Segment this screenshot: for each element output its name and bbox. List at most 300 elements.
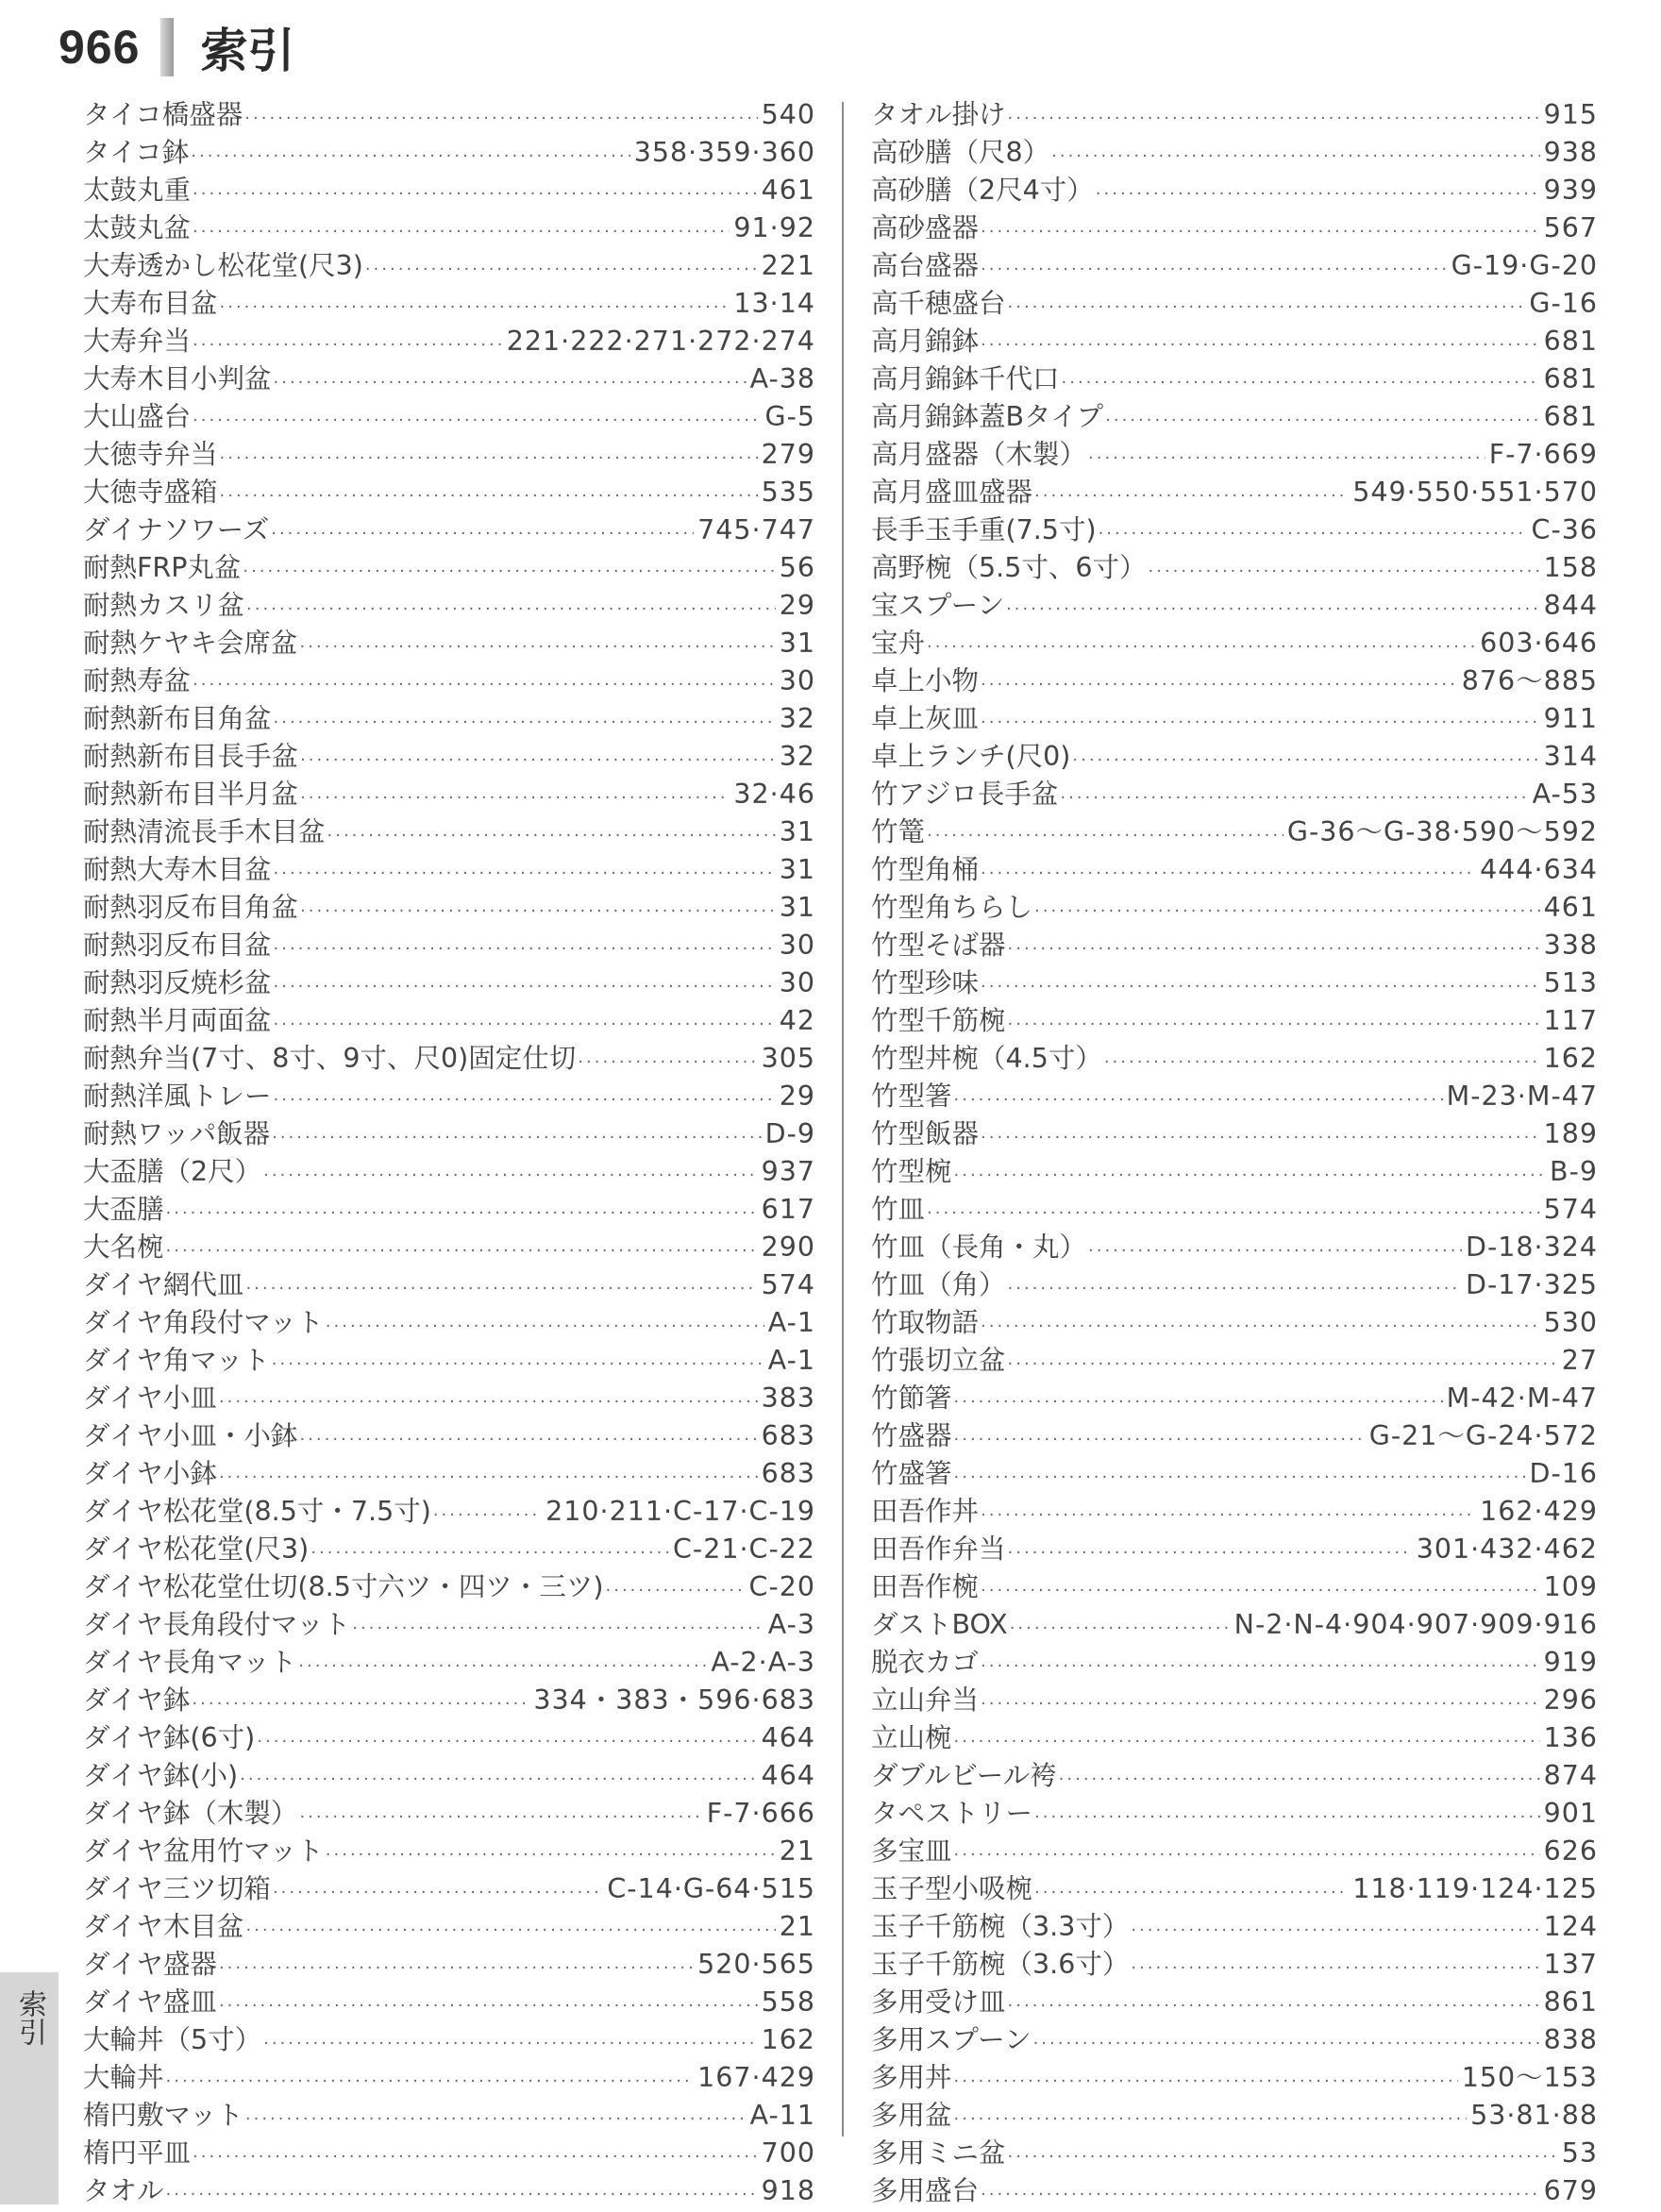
index-entry-pages: G-19·G-20 [1451, 250, 1598, 281]
dot-leader [219, 1385, 758, 1419]
index-entry-name: 竹型椀 [871, 1156, 952, 1187]
dot-leader [193, 404, 761, 438]
index-entry-name: ダイヤ松花堂(尺3) [83, 1533, 310, 1565]
index-entry [871, 1042, 1598, 1080]
index-entry [871, 2137, 1598, 2174]
index-entry-pages: 56 [779, 552, 815, 583]
index-entry-name: 玉子型小吸椀 [871, 1873, 1033, 1904]
index-entry-pages: 91·92 [733, 212, 815, 243]
index-entry [871, 325, 1598, 362]
index-entry-pages: 221 [761, 250, 815, 281]
index-entry-name: 耐熱新布目半月盆 [83, 779, 299, 810]
index-entry [83, 438, 815, 476]
dot-leader [1006, 593, 1540, 627]
index-entry-pages: A-38 [749, 363, 815, 394]
index-entry-name: 大寿木目小判盆 [83, 363, 272, 394]
dot-leader [193, 2140, 758, 2174]
index-entry [83, 1306, 815, 1344]
index-entry [83, 966, 815, 1004]
index-entry-pages: C-14·G-64·515 [607, 1873, 815, 1904]
index-entry-pages: 861 [1543, 1986, 1598, 2018]
index-entry [83, 1570, 815, 1608]
index-entry-pages: 549·550·551·570 [1352, 477, 1598, 508]
index-entry-name: 竹篭 [871, 816, 926, 847]
index-entry-name: 卓上ランチ(尺0) [871, 741, 1071, 772]
index-entry-pages: 221·222·271·272·274 [506, 326, 815, 357]
dot-leader [1072, 744, 1539, 778]
index-entry [871, 2174, 1598, 2212]
dot-leader [981, 1574, 1540, 1608]
index-entry [83, 589, 815, 627]
index-entry-name: 高野椀（5.5寸、6寸） [871, 552, 1147, 583]
index-entry-name: 大徳寺弁当 [83, 439, 218, 470]
dot-leader [1034, 1876, 1349, 1910]
dot-leader [954, 2103, 1468, 2137]
index-entry-name: 高砂膳（尺8） [871, 137, 1050, 168]
dot-leader [954, 2065, 1458, 2099]
page-header [59, 9, 294, 85]
index-entry-pages: 683 [761, 1420, 815, 1451]
dot-leader [433, 1499, 542, 1533]
index-entry-name: 卓上灰皿 [871, 703, 980, 734]
dot-leader [365, 253, 758, 287]
index-entry [83, 211, 815, 249]
dot-leader [578, 1046, 757, 1080]
index-entry-name: 田吾作弁当 [871, 1533, 1006, 1565]
index-entry-name: 多用ミニ盆 [871, 2137, 1006, 2169]
index-entry-pages: 918 [761, 2175, 815, 2206]
dot-leader [219, 1989, 758, 2023]
index-entry [871, 1797, 1598, 1835]
index-entry [83, 287, 815, 325]
index-entry [83, 2099, 815, 2137]
index-entry-pages: 158 [1543, 552, 1598, 583]
index-entry-name: 多用丼 [871, 2062, 952, 2093]
index-entry [871, 1533, 1598, 1570]
index-entry-name: 耐熱ケヤキ会席盆 [83, 628, 298, 659]
index-entry-name: 大徳寺盛箱 [83, 477, 218, 508]
index-entry-pages: 305 [761, 1043, 815, 1074]
index-entry-pages: 681 [1543, 363, 1598, 394]
index-entry [871, 1570, 1598, 1608]
index-entry-pages: 937 [761, 1156, 815, 1187]
index-entry-pages: A-53 [1532, 779, 1598, 810]
index-entry [871, 1608, 1598, 1646]
dot-leader [1060, 781, 1528, 815]
index-column-left [83, 98, 815, 2206]
index-entry-name: ダイヤ松花堂仕切(8.5寸六ツ・四ツ・三ツ) [83, 1571, 604, 1602]
index-entry [871, 815, 1598, 853]
index-entry-pages: 189 [1543, 1118, 1598, 1149]
index-entry [871, 211, 1598, 249]
dot-leader [219, 1461, 758, 1495]
dot-leader [352, 1612, 763, 1646]
index-entry-pages: A-1 [767, 1345, 815, 1376]
dot-leader [326, 1310, 764, 1344]
index-entry-name: 多宝皿 [871, 1835, 952, 1867]
index-entry-pages: 938 [1543, 137, 1598, 168]
index-entry-name: 竹盛箸 [871, 1458, 952, 1489]
index-entry-pages: 603·646 [1480, 628, 1598, 659]
dot-leader [245, 1272, 757, 1306]
index-entry [871, 1344, 1598, 1382]
index-entry-pages: 314 [1543, 741, 1598, 772]
dot-leader [219, 1952, 694, 1986]
dot-leader [274, 970, 776, 1004]
index-entry-name: 竹型角桶 [871, 854, 980, 885]
index-entry [83, 2174, 815, 2212]
index-entry-pages: 32 [779, 741, 815, 772]
dot-leader [327, 819, 776, 853]
index-entry [83, 1835, 815, 1872]
index-entry-name: タオル掛け [871, 99, 1006, 130]
dot-leader [981, 1687, 1540, 1721]
dot-leader [1059, 1763, 1540, 1797]
index-entry [83, 891, 815, 929]
index-entry [871, 1231, 1598, 1268]
dot-leader [193, 177, 758, 211]
index-entry [871, 1306, 1598, 1344]
index-entry-pages: 461 [1543, 892, 1598, 923]
index-entry [871, 1117, 1598, 1155]
index-entry [871, 664, 1598, 702]
dot-leader [1131, 1914, 1539, 1948]
index-entry-name: 耐熱新布目角盆 [83, 703, 272, 734]
index-entry-pages: 567 [1543, 212, 1598, 243]
index-entry-pages: 32·46 [733, 779, 815, 810]
index-entry-name: 大輪丼 [83, 2062, 164, 2093]
index-entry-name: 楕円敷マット [83, 2100, 243, 2131]
dot-leader [981, 668, 1458, 702]
index-entry-pages: 911 [1543, 703, 1598, 734]
index-entry [83, 1759, 815, 1797]
index-entry-pages: 444·634 [1480, 854, 1598, 885]
index-entry-pages: 626 [1543, 1835, 1598, 1867]
index-entry [871, 136, 1598, 174]
index-entry-name: ダイヤ鉢(小) [83, 1760, 239, 1791]
index-entry-pages: 290 [761, 1232, 815, 1263]
index-entry-name: 太鼓丸盆 [83, 212, 192, 243]
index-entry-pages: 301·432·462 [1416, 1533, 1598, 1565]
dot-leader [981, 1121, 1540, 1155]
index-entry [871, 1948, 1598, 1986]
side-tab-label: 索引 [13, 1989, 46, 2046]
index-entry [83, 1910, 815, 1948]
index-entry-name: 多用受け皿 [871, 1986, 1006, 2018]
index-entry [871, 98, 1598, 136]
index-entry-pages: C-21·C-22 [673, 1533, 815, 1565]
index-entry [871, 438, 1598, 476]
index-entry-name: 耐熱弁当(7寸、8寸、9寸、尺0)固定仕切 [83, 1043, 577, 1074]
dot-leader [954, 1385, 1443, 1419]
dot-leader [954, 1725, 1540, 1759]
index-entry-name: 玉子千筋椀（3.6寸） [871, 1949, 1130, 1980]
header-divider-bar [160, 18, 174, 76]
index-entry-pages: 53 [1561, 2137, 1598, 2169]
dot-leader [274, 857, 776, 891]
index-entry-name: 玉子千筋椀（3.3寸） [871, 1911, 1130, 1942]
index-entry-name: 楕円平皿 [83, 2137, 192, 2169]
index-entry-pages: 124 [1543, 1911, 1598, 1942]
index-entry-name: 高砂膳（2尺4寸） [871, 175, 1094, 206]
index-entry [83, 1533, 815, 1570]
dot-leader [1104, 1046, 1540, 1080]
dot-leader [220, 479, 758, 513]
index-entry [83, 1117, 815, 1155]
dot-leader [1096, 177, 1540, 211]
index-entry-name: ダイヤ鉢 [83, 1684, 191, 1716]
index-entry-pages: 535 [761, 477, 815, 508]
index-entry-pages: M-42·M-47 [1446, 1382, 1598, 1414]
index-entry-name: 卓上小物 [871, 665, 980, 696]
index-entry-name: 高台盛器 [871, 250, 980, 281]
index-entry-pages: M-23·M-47 [1446, 1081, 1598, 1112]
index-entry [871, 2023, 1598, 2061]
dot-leader [263, 2027, 757, 2061]
dot-leader [606, 1574, 746, 1608]
index-entry-name: 高月錦鉢千代口 [871, 363, 1060, 394]
dot-leader [166, 2065, 695, 2099]
dot-leader [300, 781, 730, 815]
index-entry-name: タイコ鉢 [83, 137, 190, 168]
index-entry [871, 1004, 1598, 1042]
dot-leader [1105, 404, 1539, 438]
index-entry [83, 551, 815, 589]
index-entry-name: 耐熱カスリ盆 [83, 590, 245, 621]
index-entry-pages: N-2·N-4·904·907·909·916 [1233, 1609, 1598, 1640]
index-entry-pages: G-36～G-38·590～592 [1286, 816, 1598, 847]
index-entry-name: 大輪丼（5寸） [83, 2024, 262, 2055]
index-entry [83, 778, 815, 815]
dot-leader [245, 2103, 747, 2137]
index-entry-pages: 53·81·88 [1470, 2100, 1598, 2131]
index-entry-name: 大寿弁当 [83, 326, 192, 357]
dot-leader [300, 744, 776, 778]
index-entry [83, 1457, 815, 1495]
dot-leader [1033, 2027, 1540, 2061]
index-entry-pages: 210·211·C-17·C-19 [545, 1496, 815, 1527]
index-entry-name: ダイヤ小皿 [83, 1382, 217, 1414]
index-entry [871, 589, 1598, 627]
index-entry [83, 1608, 815, 1646]
index-entry-name: 多用盛台 [871, 2175, 980, 2206]
index-entry-pages: 874 [1543, 1760, 1598, 1791]
index-entry-name: 竹型箸 [871, 1081, 952, 1112]
index-entry-pages: D-9 [764, 1118, 815, 1149]
index-entry-pages: 513 [1543, 967, 1598, 998]
dot-leader [1131, 1952, 1539, 1986]
dot-leader [257, 1725, 757, 1759]
index-entry-name: 竹張切立盆 [871, 1345, 1006, 1376]
index-entry-name: ダイヤ角マット [83, 1345, 270, 1376]
dot-leader [240, 1763, 757, 1797]
index-entry-name: 脱衣カゴ [871, 1647, 980, 1678]
dot-leader [927, 1197, 1540, 1231]
index-entry-name: 高月錦鉢蓋Bタイプ [871, 401, 1104, 432]
dot-leader [272, 1121, 762, 1155]
dot-leader [220, 442, 758, 476]
index-entry-name: 田吾作椀 [871, 1571, 980, 1602]
index-entry [83, 815, 815, 853]
index-entry-name: 大寿透かし松花堂(尺3) [83, 250, 363, 281]
index-entry-pages: 334・383・596·683 [533, 1684, 815, 1716]
dot-leader [1008, 932, 1540, 966]
index-entry-pages: 358·359·360 [633, 137, 815, 168]
index-entry-pages: 29 [779, 590, 815, 621]
index-entry-name: 耐熱新布目長手盆 [83, 741, 299, 772]
index-entry [871, 2061, 1598, 2099]
index-entry [83, 1419, 815, 1457]
index-entry [871, 702, 1598, 740]
index-entry-name: 竹盛器 [871, 1420, 952, 1451]
index-entry [871, 1495, 1598, 1533]
index-entry-name: 耐熱半月両面盆 [83, 1005, 272, 1036]
index-entry-name: ダイヤ長角マット [83, 1647, 297, 1678]
index-entry-pages: 109 [1543, 1571, 1598, 1602]
index-entry [871, 1382, 1598, 1419]
index-entry-name: 高月盛皿盛器 [871, 477, 1033, 508]
dot-leader [981, 2178, 1540, 2212]
index-entry-name: ダイヤ鉢(6寸) [83, 1722, 256, 1753]
index-entry-pages: 167·429 [697, 2062, 815, 2093]
index-entry-pages: 137 [1543, 1949, 1598, 1980]
index-entry-name: ダイヤ長角段付マット [83, 1609, 351, 1640]
index-entry [871, 1155, 1598, 1193]
index-entry-pages: 540 [761, 99, 815, 130]
index-entry [871, 778, 1598, 815]
index-entry [871, 2099, 1598, 2137]
index-entry-name: 耐熱羽反焼杉盆 [83, 967, 272, 998]
index-entry [83, 740, 815, 778]
dot-leader [1008, 2140, 1558, 2174]
dot-leader [1008, 1008, 1540, 1042]
dot-leader [243, 555, 775, 589]
index-entry [83, 1382, 815, 1419]
index-entry-name: ダストBOX [871, 1609, 1008, 1640]
dot-leader [981, 706, 1540, 740]
index-entry-name: 竹皿（角） [871, 1269, 1006, 1300]
index-entry [83, 362, 815, 400]
dot-leader [981, 253, 1448, 287]
index-entry-pages: 136 [1543, 1722, 1598, 1753]
index-entry [83, 627, 815, 664]
index-entry-name: 立山弁当 [871, 1684, 980, 1716]
index-entry [871, 400, 1598, 438]
index-entry [83, 98, 815, 136]
index-entry-name: 大盃膳 [83, 1194, 164, 1225]
index-entry-name: 竹皿（長角・丸） [871, 1232, 1087, 1263]
page-title: 索引 [200, 24, 295, 78]
index-entry-name: ダイヤ鉢（木製） [83, 1798, 298, 1829]
dot-leader [274, 1008, 776, 1042]
index-entry-pages: 530 [1543, 1307, 1598, 1338]
index-entry [871, 174, 1598, 211]
dot-leader [927, 630, 1476, 664]
index-entry-name: 高砂盛器 [871, 212, 980, 243]
index-entry-pages: C-20 [748, 1571, 815, 1602]
index-entry-name: タオル [83, 2175, 164, 2206]
index-entry [871, 476, 1598, 513]
dot-leader [299, 1423, 757, 1457]
dot-leader [981, 1650, 1540, 1684]
index-entry-pages: 338 [1543, 930, 1598, 961]
dot-leader [274, 932, 776, 966]
index-entry [871, 1721, 1598, 1759]
dot-leader [981, 857, 1476, 891]
index-entry [871, 551, 1598, 589]
dot-leader [274, 1083, 776, 1117]
dot-leader [981, 215, 1540, 249]
dot-leader [1088, 442, 1485, 476]
index-entry-pages: 42 [779, 1005, 815, 1036]
index-entry [83, 929, 815, 966]
index-entry [83, 2137, 815, 2174]
index-entry-name: 竹節箸 [871, 1382, 952, 1414]
index-entry [871, 1684, 1598, 1721]
dot-leader [927, 819, 1284, 853]
index-entry [871, 1457, 1598, 1495]
index-entry [83, 1080, 815, 1117]
dot-leader [220, 291, 730, 325]
dot-leader [1008, 1272, 1463, 1306]
index-entry [83, 1986, 815, 2023]
index-entry [83, 1004, 815, 1042]
dot-leader [274, 366, 747, 400]
index-entry-pages: 150～153 [1461, 2062, 1598, 2093]
index-entry-pages: 464 [761, 1722, 815, 1753]
index-entry-pages: 574 [761, 1269, 815, 1300]
index-entry [871, 853, 1598, 891]
index-entry-name: 大寿布目盆 [83, 288, 218, 319]
index-entry-name: 竹型珍味 [871, 967, 980, 998]
dot-leader [263, 1159, 757, 1193]
index-entry-pages: 31 [779, 854, 815, 885]
index-entry-pages: A-3 [767, 1609, 815, 1640]
dot-leader [1008, 291, 1526, 325]
dot-leader [981, 1310, 1540, 1344]
index-entry-name: ダイヤ網代皿 [83, 1269, 244, 1300]
index-entry [871, 513, 1598, 551]
index-entry-name: 耐熱羽反布目角盆 [83, 892, 299, 923]
index-entry-name: 田吾作丼 [871, 1496, 980, 1527]
dot-leader [274, 706, 776, 740]
index-entry-pages: 745·747 [697, 514, 815, 545]
index-entry [83, 476, 815, 513]
index-entry-pages: 844 [1543, 590, 1598, 621]
index-entry-pages: 915 [1543, 99, 1598, 130]
index-entry-name: 耐熱羽反布目盆 [83, 930, 272, 961]
index-entry-pages: 13·14 [733, 288, 815, 319]
dot-leader [1051, 140, 1539, 174]
index-entry [83, 400, 815, 438]
index-entry-name: 竹皿 [871, 1194, 926, 1225]
dot-leader [299, 630, 775, 664]
index-entry-pages: 838 [1543, 2024, 1598, 2055]
index-entry [83, 1268, 815, 1306]
index-entry [83, 325, 815, 362]
index-entry-name: 大山盛台 [83, 401, 192, 432]
index-entry-pages: B-9 [1550, 1156, 1598, 1187]
index-entry-pages: 679 [1543, 2175, 1598, 2206]
index-entry [871, 1759, 1598, 1797]
index-entry [83, 1872, 815, 1910]
dot-leader [166, 1234, 758, 1268]
index-entry-name: 耐熱大寿木目盆 [83, 854, 272, 885]
index-entry [83, 1193, 815, 1231]
dot-leader [193, 215, 730, 249]
dot-leader [326, 1838, 776, 1872]
dot-leader [310, 1536, 669, 1570]
